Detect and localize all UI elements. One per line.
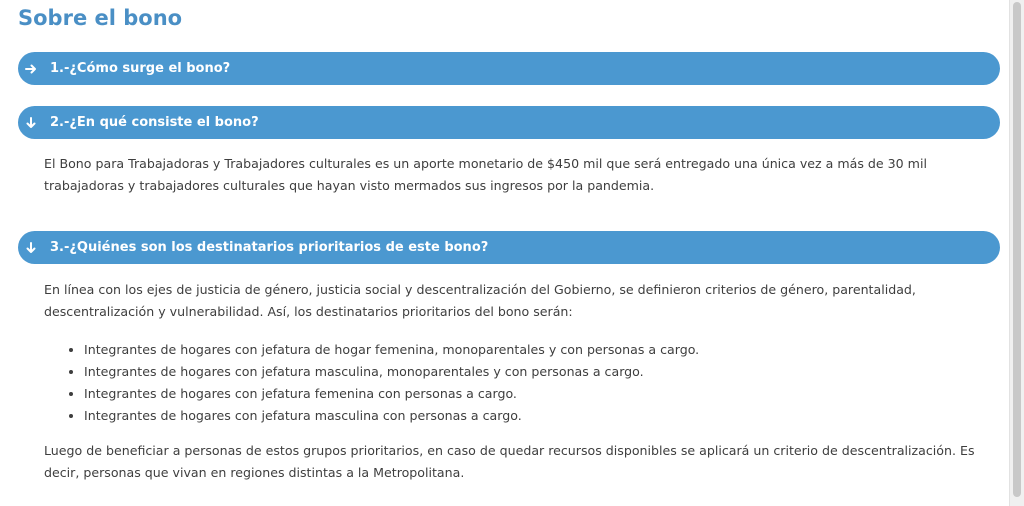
list-item: • Integrantes de hogares con jefatura de hogar femenina, monoparentales y con personas a cargo.	[84, 339, 699, 361]
accordion-header-2[interactable]	[18, 106, 1000, 139]
panel-3-intro: En línea con los ejes de justicia de género, justicia social y descentralización del Gobierno, se definieron criterios de género, parentalidad, descentralización y vulnerabilidad. Así, los destinatarios prioritarios del bono serán:	[44, 282, 916, 319]
accordion-panel-3-intro	[44, 279, 989, 323]
accordion-header-1[interactable]	[18, 52, 1000, 85]
accordion-label-3: 3.-¿Quiénes son los destinatarios prioritarios de este bono?	[50, 240, 489, 255]
scrollbar-thumb[interactable]	[1013, 2, 1021, 497]
arrow-right-icon	[24, 62, 38, 76]
arrow-down-icon	[24, 241, 38, 255]
accordion-header-3[interactable]	[18, 231, 1000, 264]
accordion-panel-3-outro	[44, 440, 989, 484]
priority-list	[64, 339, 699, 427]
list-item: • Integrantes de hogares con jefatura femenina con personas a cargo.	[84, 383, 699, 405]
accordion-label-2: 2.-¿En qué consiste el bono?	[50, 115, 259, 130]
accordion-panel-2	[44, 153, 989, 197]
list-item: • Integrantes de hogares con jefatura masculina con personas a cargo.	[84, 405, 699, 427]
page-title: Sobre el bono	[18, 6, 183, 30]
panel-3-outro: Luego de beneficiar a personas de estos grupos prioritarios, en caso de quedar recursos disponibles se aplicará un criterio de descentralización. Es decir, personas que vivan en regiones distintas a la Metropolitana.	[44, 443, 975, 480]
accordion-label-1: 1.-¿Cómo surge el bono?	[50, 61, 231, 76]
list-item: • Integrantes de hogares con jefatura masculina, monoparentales y con personas a cargo.	[84, 361, 699, 383]
arrow-down-icon	[24, 116, 38, 130]
vertical-scrollbar[interactable]	[1009, 0, 1024, 506]
panel-2-body: El Bono para Trabajadoras y Trabajadores culturales es un aporte monetario de $450 mil que será entregado una única vez a más de 30 mil trabajadoras y trabajadores culturales que hayan visto mermados sus ingresos por la pandemia.	[44, 156, 927, 193]
